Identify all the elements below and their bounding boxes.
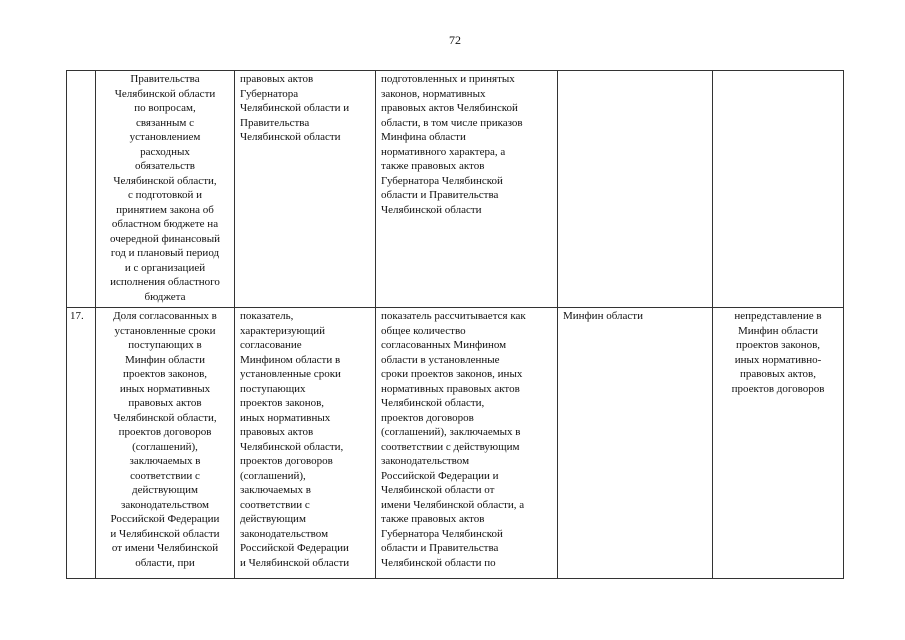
table-cell-indicator-description: правовых актов Губернатора Челябинской области и Правительства Челябинской области xyxy=(240,73,350,143)
table-cell-number: 17. xyxy=(70,310,84,322)
table-border-top xyxy=(66,70,844,71)
table-cell-calculation-method: подготовленных и принятых законов, нормативных правовых актов Челябинской области, в том числе приказов Минфина области нормативного характера, а также правовых актов Губернатора Челябинской области и Правительства Челябинской области xyxy=(381,73,523,216)
table-cell-indicator-name: Доля согласованных в установленные сроки поступающих в Минфин области проектов законов, иных нормативных правовых актов Челябинской области, проектов договоров (соглашений), заключаемых в соответствии с действующим законодательством Российской Федерации и Челябинской области от имени Челябинской области, при xyxy=(110,310,220,569)
table-cell-indicator-name: Правительства Челябинской области по вопросам, связанным с установлением расходных обязательств Челябинской области, с подготовкой и принятием закона об областном бюджете на очередной финансовый год и плановый период и с организацией исполнения областного бюджета xyxy=(109,73,220,303)
table-cell-indicator-description: показатель, характеризующий согласование Минфином области в установленные сроки поступающих проектов законов, иных нормативных правовых актов Челябинской области, проектов договоров (соглашений), заключаемых в соответствии с действующим законодательством Российской Федерации и Челябинской области xyxy=(240,310,350,569)
column-divider-2 xyxy=(234,70,235,579)
table-cell-responsible: Минфин области xyxy=(563,310,643,322)
table-cell-calculation-method: показатель рассчитывается как общее количество согласованных Минфином области в установленные сроки проектов законов, иных нормативных правовых актов Челябинской области, проектов договоров (соглашений), заключаемых в соответствии с действующим законодательством Российской Федерации и Челябинской области от имени Челябинской области, а также правовых актов Губернатора Челябинской области и Правительства Челябинской области по xyxy=(381,310,526,569)
column-divider-3 xyxy=(375,70,376,579)
row-divider xyxy=(66,307,844,308)
page-number: 72 xyxy=(449,33,461,47)
table-border-bottom xyxy=(66,578,844,579)
column-divider-5 xyxy=(712,70,713,579)
column-divider-1 xyxy=(95,70,96,579)
column-divider-4 xyxy=(557,70,558,579)
table-cell-notes: непредставление в Минфин области проектов законов, иных нормативно- правовых актов, проектов договоров xyxy=(731,310,825,395)
